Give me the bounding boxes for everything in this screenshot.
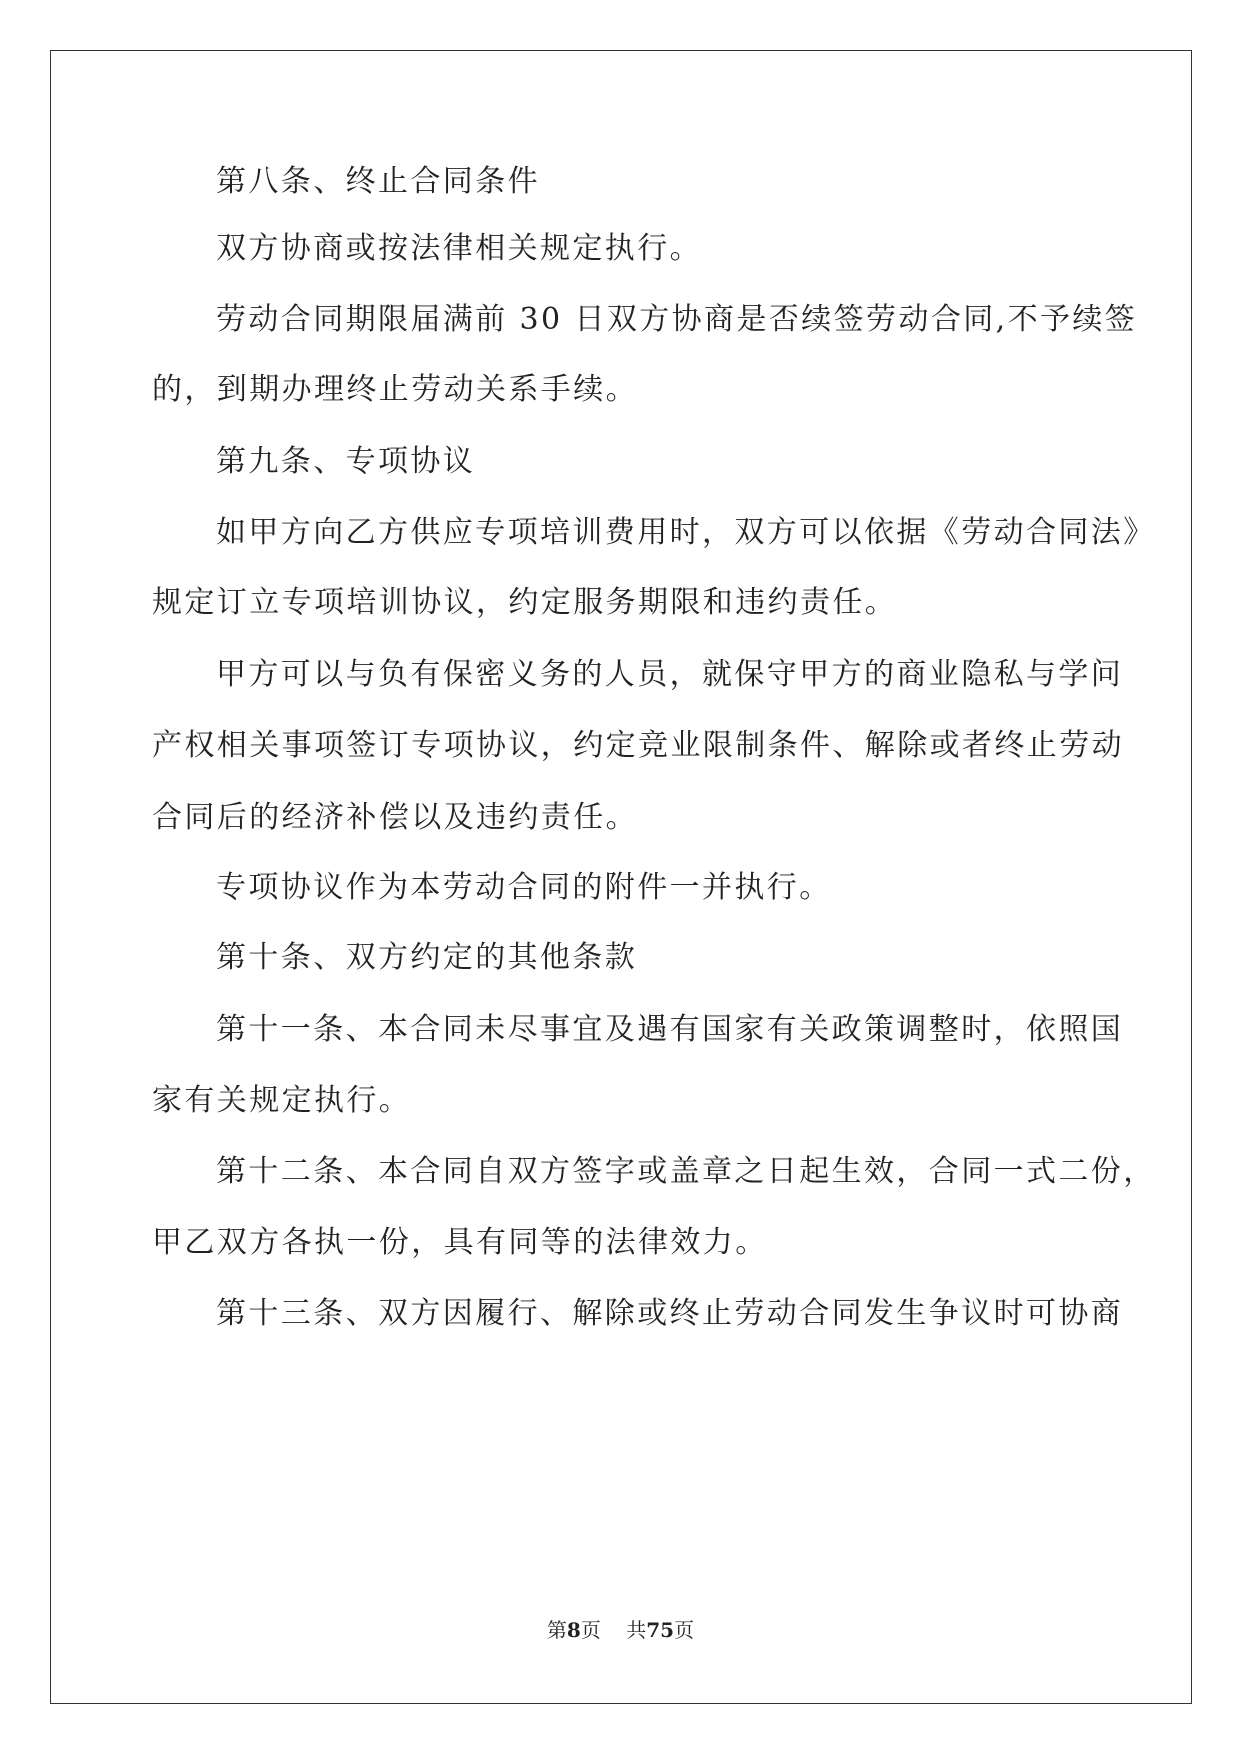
paragraph-line: 产权相关事项签订专项协议，约定竞业限制条件、解除或者终止劳动: [152, 728, 1124, 763]
article-11-line: 第十一条、本合同未尽事宜及遇有国家有关政策调整时，依照国: [216, 1012, 1124, 1047]
article-13-line: 第十三条、双方因履行、解除或终止劳动合同发生争议时可协商: [216, 1296, 1124, 1331]
article-9-title: 第九条、专项协议: [216, 444, 476, 479]
page-footer: [0, 1614, 1241, 1643]
total-pages-number: 75: [646, 1618, 675, 1642]
paragraph-line: 的，到期办理终止劳动关系手续。: [152, 372, 638, 407]
footer-middle: 页 共: [580, 1618, 647, 1642]
current-page-number: 8: [566, 1618, 581, 1642]
paragraph-line: 甲乙双方各执一份，具有同等的法律效力。: [152, 1225, 768, 1260]
paragraph-line: 专项协议作为本劳动合同的附件一并执行。: [216, 870, 832, 905]
paragraph-line: 合同后的经济补偿以及违约责任。: [152, 800, 638, 835]
article-8-title: 第八条、终止合同条件: [216, 164, 540, 199]
paragraph-line: 家有关规定执行。: [152, 1083, 412, 1118]
paragraph-line: 双方协商或按法律相关规定执行。: [216, 231, 702, 266]
paragraph-line: 规定订立专项培训协议，约定服务期限和违约责任。: [152, 585, 898, 620]
paragraph-line: 甲方可以与负有保密义务的人员，就保守甲方的商业隐私与学问: [216, 657, 1124, 692]
footer-suffix: 页: [674, 1618, 695, 1642]
footer-prefix: 第: [546, 1618, 567, 1642]
article-12-line: 第十二条、本合同自双方签字或盖章之日起生效，合同一式二份，: [216, 1154, 1156, 1189]
article-10-title: 第十条、双方约定的其他条款: [216, 940, 638, 975]
paragraph-line: 劳动合同期限届满前 30 日双方协商是否续签劳动合同,不予续签: [216, 302, 1138, 337]
paragraph-line: 如甲方向乙方供应专项培训费用时，双方可以依据《劳动合同法》: [216, 515, 1156, 550]
